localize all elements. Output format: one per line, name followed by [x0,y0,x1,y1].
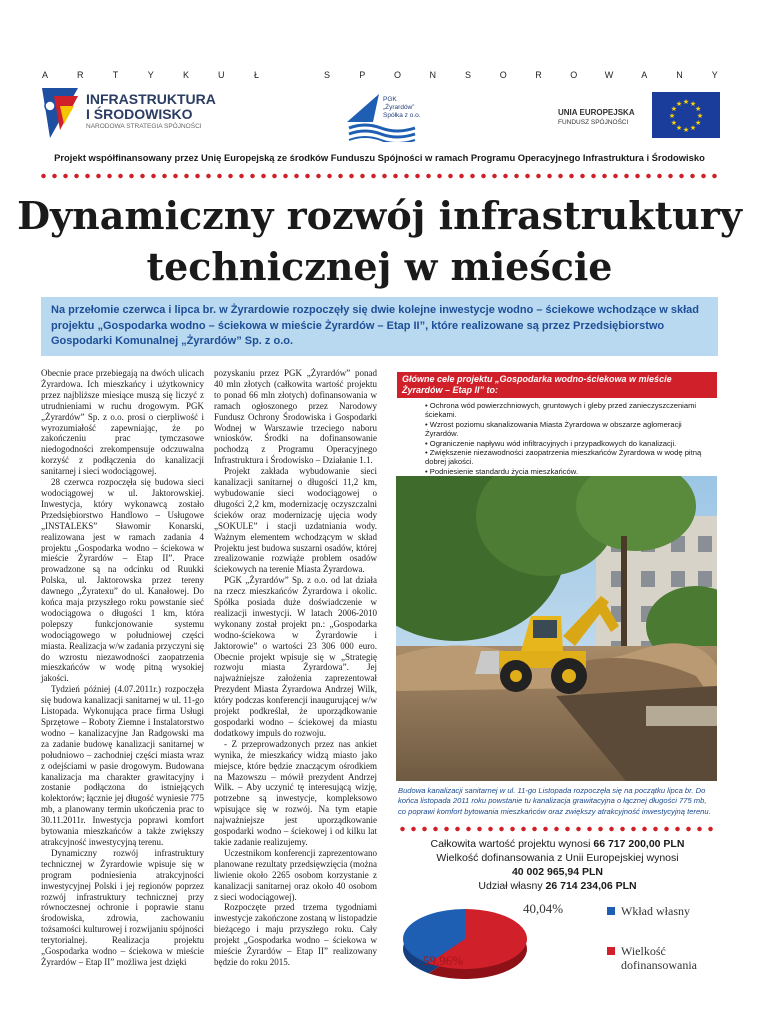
lead-paragraph: Na przełomie czerwca i lipca br. w Żyrardowie rozpoczęły się dwie kolejne inwestycje wodno – ściekowe wchodzące w skład projektu „Gospodarka wodno – ściekowa w mieście Żyrardów – Etap II”, które realizowane są przez Przedsiębiorstwo Gospodarki Komunalnej „Żyrardów” Sp. z o.o. [41,297,718,356]
project-goals-box [397,372,717,486]
spaced-letter: S [464,70,471,80]
spaced-letter: N [429,70,436,80]
spaced-letter: R [535,70,542,80]
eu-star-icon: ★ [675,99,683,108]
construction-site-photo [396,476,717,781]
eu-star-icon: ★ [689,124,697,133]
stat-own-label: Udział własny [478,880,546,892]
eu-star-icon: ★ [682,98,690,106]
eu-infrastructure-emblem-icon [40,86,80,140]
goal-item: • Podniesienie standardu życia mieszkańców. [425,467,713,476]
logo-left-line1: INFRASTRUKTURA [86,91,216,107]
legend-swatch [607,947,615,955]
spaced-letter: O [499,70,507,80]
photo-caption: Budowa kanalizacji sanitarnej w ul. 11-go Listopada rozpoczęła się na początku lipca br. Do końca listopada 2011 roku powstanie tu kanalizacja grawitacyjna o łącznej długości 775 mb, co poprawi komfort bytowania mieszkańców oraz zwiększy atrakcyjność inwestycyjną terenu. [398,786,711,816]
legend-label: Wielkość [621,944,666,958]
spaced-letter: R [77,70,84,80]
stat-total [395,838,720,852]
spaced-letter: Ł [253,70,259,80]
dotted-divider [397,826,719,832]
col2-paragraph: PGK „Żyrardów” Sp. z o.o. od lat działa na rzecz mieszkańców Żyrardowa i okolic. Spółka posiada duże doświadczenie w realizacji inwestycji. W latach 2006-2010 wykonany został projekt pn.: „Gospodarka wodno-ściekowa w Żyrardowie i Jaktorowie” o wartości 23 306 000 euro. Obecnie projekt wpisuje się w „Strategię rozwoju miasta Żyrardowa”. Jej najważniejsze założenia zaprezentował Prezydent Miasta Żyrardowa Andrzej Wilk, który podczas konferencji inaugurującej w/w projekt podkreślał, że uporządkowanie gospodarki wodno – ściekowej da miastu dodatkowy impuls do rozwoju. [214,575,377,738]
spaced-letter: Y [147,70,154,80]
legend-label: Wkład własny [621,904,690,918]
eu-star-icon: ★ [675,124,683,133]
pgk-logo-line1: PGK „Żyrardów” [383,96,415,111]
logo-right-line2: FUNDUSZ SPÓJNOŚCI [558,119,629,126]
goal-item: • Wzrost poziomu skanalizowania Miasta Żyrardowa w obszarze aglomeracji Żyrardów. [425,420,713,439]
pgk-zyrardow-logo [345,88,421,142]
col2-paragraph: - Z przeprowadzonych przez nas ankiet wynika, że mieszkańcy widzą miasto jako miejsce, które będzie znaczącym ośrodkiem na Mazowszu – mówił prezydent Andrzej Wilk. – Aby uczynić tę interesującą wizję, potrzebne są inwestycje, kompleksowo wpisujące się w rozwój. Na tym etapie najważniejsze jest uporządkowanie gospodarki wodno – ściekowej i od kilku lat takie zadanie realizujemy. [214,738,377,847]
eu-star-icon: ★ [682,126,690,134]
logo-infrastruktura-srodowisko [86,92,226,131]
stat-cofin-value: 40 002 965,94 PLN [511,866,604,878]
spaced-letter: K [182,70,189,80]
stat-total-value: 66 717 200,00 PLN [593,838,685,850]
col1-paragraph: Dynamiczny rozwój infrastruktury technicznej w Żyrardowie wpisuje się w program podniesienia atrakcyjności inwestycyjnej Polski i jej regionów poprzez rozwój infrastruktury technicznej przy równoczesnej ochronie i poprawie stanu środowiska, zdrowia, zachowaniu tożsamości kulturowej i rozwijaniu spójności terytorialnej. Realizacja projektu „Gospodarka wodno – ściekowa w mieście Żyrardów – Etap II” możliwa jest dzięki [41,847,204,967]
article-column-1 [41,368,204,968]
eu-star-icon: ★ [668,112,676,120]
legend-swatch [607,907,615,915]
spaced-letter: S [323,70,330,80]
col2-paragraph: Uczestnikom konferencji zaprezentowano planowane rezultaty przedsięwzięcia (można liwienie około 2265 osobom korzystanie z kanalizacji sanitarnej oraz około 40 osobom z sieci wodociągowej). [214,847,377,902]
stat-own-value: 26 714 234,06 PLN [545,880,637,892]
spaced-letter: T [112,70,119,80]
pie-data-label: 59,96% [423,953,464,968]
logo-left-line2: I ŚRODOWISKO [86,106,193,122]
spaced-letter: A [41,70,48,80]
title-line1: Dynamiczny rozwój infrastruktury [17,193,742,238]
article-column-2 [214,368,377,968]
spaced-letter: N [676,70,683,80]
pie-data-label: 40,04% [523,901,564,916]
eu-flag-icon [652,92,720,138]
pgk-logo-line2: Spółka z o.o. [383,112,421,119]
title-line2: technicznej w mieście [146,244,613,289]
section-label-artykul-sponsorowany [40,70,720,80]
spaced-letter: O [393,70,401,80]
goal-item: • Ochrona wód powierzchniowych, gruntowych i gleby przed zanieczyszczeniami ściekami. [425,401,713,420]
dotted-divider [38,173,720,179]
eu-star-icon: ★ [694,105,702,113]
col2-paragraph: Projekt zakłada wybudowanie sieci kanalizacji sanitarnej o długości 11,2 km, wybudowanie sieci wodociągowej o długości 2,2 km, modernizację oczyszczalni ścieków oraz modernizację ujęcia wody „SOKULE” i stacji uzdatniania wody. Ważnym elementem wchodzącym w skład Projektu jest budowa suszarni osadów, której zrealizowanie rozwiąże problem osadów ściekowych na terenie Miasta Żyrardowa. [214,466,377,575]
stat-total-label: Całkowita wartość projektu wynosi [430,838,594,850]
logo-unia-europejska [558,108,648,127]
article-title [0,190,759,292]
col1-paragraph: Obecnie prace przebiegają na dwóch ulicach Żyrardowa. Ich mieszkańcy i użytkownicy przez najbliższe miesiące muszą się liczyć z utrudnieniami w ruchu drogowym. PGK „Żyrardów” Sp. z o.o. prosi o cierpliwość i wyrozumiałość zapewniając, że po zakończeniu prac tymczasowe niedogodności zrekompensuje odczuwalna korzyść z podłączenia do kanalizacji sanitarnej i sieci wodociągowej. [41,368,204,477]
col1-paragraph: 28 czerwca rozpoczęła się budowa sieci wodociągowej w ul. Jaktorowskiej. Inwestycja, który wykonawcą zostało Przedsiębiorstwo Handlowo – Usługowe „INSTALEKS” Sławomir Konarski, realizowana jest w ramach zadania 4 projektu „Gospodarka wodno – ściekowa w mieście Żyrardów – Etap II”. Prace prowadzone są na odcinku od Ruukki Polska, ul. Jaktorowska przez tereny dawnego „Żyratexu” do ul. Kanałowej. Do końca maja przyszłego roku powstanie sieć wodociągowa o długości 1 km, która polepszy funkcjonowanie systemu wodociągowego w południowej części miasta. Realizacja w/w zadania przyczyni się do wzrostu niezawodności zaopatrzenia mieszkańców w wodę pitną wysokiej jakości. [41,477,204,684]
spaced-letter: P [359,70,366,80]
col2-paragraph: pozyskaniu przez PGK „Żyrardów” ponad 40 mln złotych (całkowita wartość projektu to ponad 66 mln złotych) dofinansowania w ramach ogłoszonego przez Narodowy Fundusz Ochrony Środowiska i Gospodarki Wodnej w Warszawie trzeciego naboru wniosków. Środki na dofinansowanie pochodzą z Programu Operacyjnego Infrastruktura i Środowisko – Działanie 1.1. [214,368,377,466]
spaced-letter: W [604,70,614,80]
stat-own [395,880,720,894]
funding-pie-chart [395,895,720,987]
logos-row [40,86,720,144]
spaced-letter: O [570,70,578,80]
spaced-letter [287,70,297,80]
col2-paragraph: Rozpoczęte przed trzema tygodniami inwestycje zakończone zostaną w listopadzie bieżącego i maju przyszłego roku. Cały projekt „Gospodarka wodno – ściekowa w mieście Żyrardów – Etap II” realizowany będzie do roku 2015. [214,902,377,967]
goal-item: • Ograniczenie napływu wód infiltracyjnych i przypadkowych do kanalizacji. [425,439,713,448]
spaced-letter: A [641,70,648,80]
eu-star-icon: ★ [689,99,697,108]
spaced-letter: Y [711,70,718,80]
project-goals-list [397,398,717,486]
logo-left-line3: NARODOWA STRATEGIA SPÓJNOŚCI [86,123,202,130]
col1-paragraph: Tydzień później (4.07.2011r.) rozpoczęła się budowa kanalizacji sanitarnej w ul. 11-go Listopada. Wykonująca prace firma Usługi Sprzętowe – Roboty Ziemne i Instalatorstwo wodno – kanalizacyjne Jan Radgowski ma za zadanie budowę kanalizacji sanitarnej w południowo – zachodniej części miasta wraz z odejściami w pasie drogowym. Budowana kanalizacja ma charakter grawitacyjny i zostanie podłączona do istniejących kolektorów; łącznie jej długość wyniesie 775 mb, a planowany termin ukończenia prac to 30.11.2011r. Inwestycja poprawi komfort bytowania mieszkańców a także zwiększy atrakcyjność inwestycyjną terenu. [41,684,204,847]
eu-star-icon: ★ [670,119,678,127]
eu-star-icon: ★ [694,119,702,127]
cofinancing-line: Projekt współfinansowany przez Unię Europejską ze środków Funduszu Spójności w ramach Programu Operacyjnego Infrastruktura i Środowisko [54,152,705,163]
stat-cofin-label: Wielkość dofinansowania z Unii Europejskiej wynosi [436,852,679,864]
project-goals-heading: Główne cele projektu „Gospodarka wodno-ściekowa w mieście Żyrardów – Etap II” to: [397,372,717,398]
eu-star-icon: ★ [670,105,678,113]
spaced-letter: U [218,70,225,80]
goal-item: • Zwiększenie niezawodności zaopatrzenia mieszkańców Żyrardowa w wodę pitną dobrej jakości. [425,448,713,467]
eu-star-icon: ★ [696,112,704,120]
pgk-logo-text [383,96,423,120]
legend-label: dofinansowania [621,958,697,972]
logo-right-line1: UNIA EUROPEJSKA [558,108,635,117]
